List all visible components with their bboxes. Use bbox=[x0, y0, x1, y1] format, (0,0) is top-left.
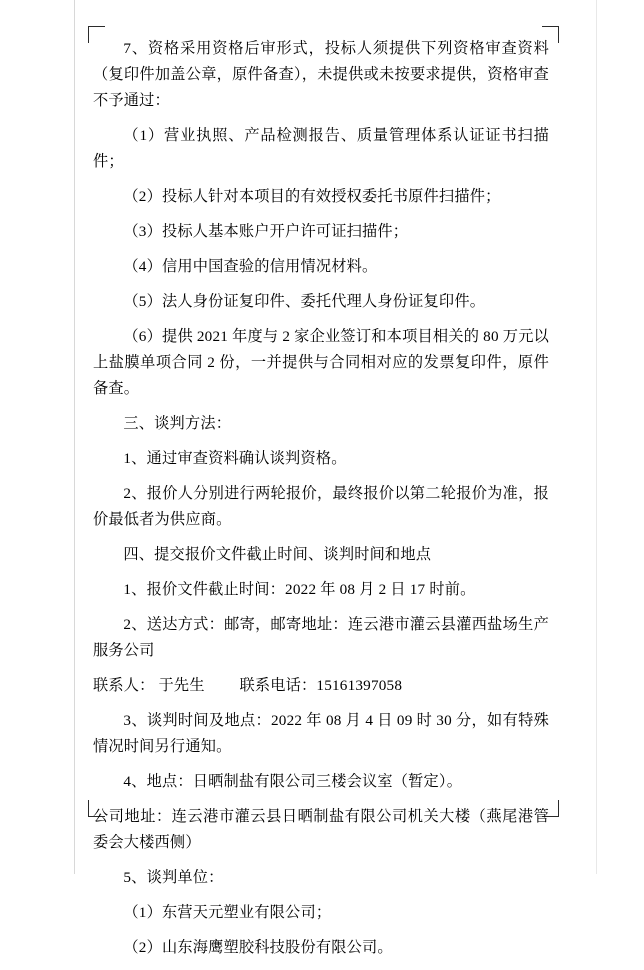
document-body bbox=[93, 36, 549, 970]
paragraph-method-2: 2、报价人分别进行两轮报价，最终报价以第二轮报价为准，报价最低者为供应商。 bbox=[93, 485, 549, 528]
paragraph-negotiation-time: 3、谈判时间及地点：2022 年 08 月 4 日 09 时 30 分，如有特殊情况时间另行通知。 bbox=[93, 712, 549, 755]
heading-section-3: 三、谈判方法： bbox=[123, 415, 232, 432]
paragraph-deadline: 1、报价文件截止时间：2022 年 08 月 2 日 17 时前。 bbox=[123, 581, 476, 598]
paragraph-unit-1: （1）东营天元塑业有限公司； bbox=[123, 904, 332, 921]
paragraph-item-3: （3）投标人基本账户开户许可证扫描件； bbox=[123, 223, 409, 240]
paragraph-delivery: 2、送达方式：邮寄，邮寄地址：连云港市灌云县灌西盐场生产服务公司 bbox=[93, 616, 549, 659]
heading-section-4: 四、提交报价文件截止时间、谈判时间和地点 bbox=[123, 546, 432, 563]
paragraph-company-address: 公司地址：连云港市灌云县日晒制盐有限公司机关大楼（燕尾港管委会大楼西侧） bbox=[93, 808, 549, 851]
paragraph-place: 4、地点：日晒制盐有限公司三楼会议室（暂定）。 bbox=[123, 773, 463, 790]
page-frame-left-rule bbox=[74, 0, 75, 874]
page-frame-right-rule bbox=[596, 0, 597, 874]
paragraph-method-1: 1、通过审查资料确认谈判资格。 bbox=[123, 450, 347, 467]
paragraph-item-1: （1）营业执照、产品检测报告、质量管理体系认证证书扫描件； bbox=[93, 127, 549, 170]
paragraph-item-2: （2）投标人针对本项目的有效授权委托书原件扫描件； bbox=[123, 188, 501, 205]
paragraph-unit-2: （2）山东海鹰塑胶科技股份有限公司。 bbox=[123, 939, 393, 956]
paragraph-clause-7: 7、资格采用资格后审形式，投标人须提供下列资格审查资料（复印件加盖公章，原件备查），未提供或未按要求提供，资格审查不予通过： bbox=[93, 40, 549, 109]
paragraph-units: 5、谈判单位： bbox=[123, 869, 224, 886]
paragraph-contact: 联系人： 于先生 联系电话：15161397058 bbox=[93, 677, 403, 694]
paragraph-item-4: （4）信用中国查验的信用情况材料。 bbox=[123, 258, 378, 275]
paragraph-item-6: （6）提供 2021 年度与 2 家企业签订和本项目相关的 80 万元以上盐膜单项合同 2 份，一并提供与合同相对应的发票复印件，原件备查。 bbox=[93, 328, 549, 397]
paragraph-item-5: （5）法人身份证复印件、委托代理人身份证复印件。 bbox=[123, 293, 486, 310]
